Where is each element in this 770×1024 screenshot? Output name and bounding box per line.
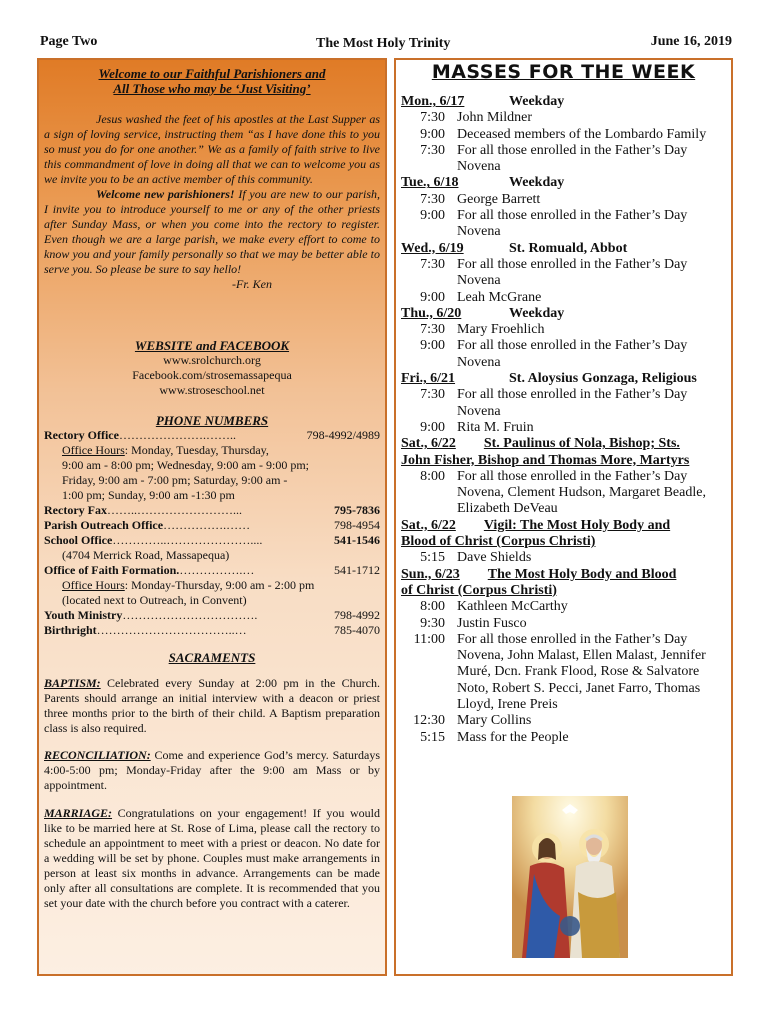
mass-entry [401,387,731,420]
mass-time: 7:30 [420,191,445,207]
reconciliation-paragraph [44,748,380,793]
welcome-new-text: If you are new to our parish, I invite you to introduce yourself to me or any of the other priests after Sunday Mass, or when you come into the rectory to register. Even though we are a large parish, we make every effort to come to know you and your family personally so that we may be better able to serve you. So please be sure to say hello! [44,187,381,276]
phone-birthright-number: 785-4070 [334,623,380,637]
mass-time: 8:00 [420,468,445,484]
phone-youth [44,608,380,623]
dots: …………….… [179,563,255,577]
mass-intention: Mary Collins [457,713,532,729]
day-heading-continued: John Fisher, Bishop and Thomas More, Martyrs [401,452,690,468]
welcome-title-line1: Welcome to our Faithful Parishioners and [98,66,326,81]
phone-outreach [44,518,380,533]
day-title: St. Romuald, Abbot [509,240,628,256]
mass-intention: Dave Shields [457,550,532,566]
mass-time: 9:00 [420,289,445,305]
mass-time: 12:30 [413,713,445,729]
dots: ………………….…….. [118,428,236,442]
mass-time: 8:00 [420,599,445,615]
school-address: (4704 Merrick Road, Massapequa) [62,548,230,562]
mass-intention: For all those enrolled in the Father’s Day Novena [457,338,688,370]
faith-hours-text: : Monday-Thursday, 9:00 am - 2:00 pm [124,578,315,592]
mass-time: 7:30 [420,110,445,126]
day-date: Fri., 6/21 [401,371,456,387]
phone-rectory [44,428,380,443]
day-heading [401,436,731,452]
mass-intention: For all those enrolled in the Father’s Day Novena [457,208,688,240]
baptism-label: BAPTISM: [44,676,101,690]
day-date: Tue., 6/18 [401,175,459,191]
marriage-text: Congratulations on your engagement! If you would like to be married here at St. Rose of Lima, please call the rectory to schedule an appointment to meet with a priest or deacon. No date for a wedding will be set by phone. Couples must make arrangements in person at least six months in advance. Arrangements can be made only after all consultations are complete. It is recommended that you set your date with the church before you contract with a caterer. [44,806,380,910]
mass-time: 11:00 [413,631,445,647]
phone-faith-label: Office of Faith Formation. [44,563,180,577]
marriage-paragraph [44,806,380,911]
day-heading [401,241,731,257]
baptism-text: Celebrated every Sunday at 2:00 pm in the Church. Parents should arrange an initial interview with a deacon or priest three months prior to the birth of their child. A Baptism preparation class is also required. [44,676,380,735]
day-title: Weekday [509,175,565,191]
mass-intention: For all those enrolled in the Father’s Day Novena [457,256,688,289]
mass-entry [401,616,731,632]
welcome-section [44,66,380,292]
sacraments-title: SACRAMENTS [168,650,256,665]
day-date: Wed., 6/19 [401,240,464,256]
day-date: Sun., 6/23 [401,566,460,582]
mass-time: 9:00 [420,208,445,224]
day-heading [401,306,731,322]
day-date: Thu., 6/20 [401,305,462,321]
mass-intention: Kathleen McCarthy [457,599,568,615]
mass-entry [401,420,731,436]
mass-intention: Deceased members of the Lombardo Family [457,126,707,142]
mass-time: 7:30 [420,387,445,403]
mass-entry [401,713,731,729]
mass-time: 9:00 [420,338,445,354]
mass-entry [401,338,731,371]
mass-entry [401,192,731,208]
phone-faith-number: 541-1712 [334,563,380,577]
day-title: St. Aloysius Gonzaga, Religious [509,371,697,387]
website-section [44,338,380,398]
office-hours-line: Friday, 9:00 am - 7:00 pm; Saturday, 9:00 am - [62,473,288,487]
mass-intention: For all those enrolled in the Father’s Day Novena [457,142,688,175]
header-date: June 16, 2019 [650,34,732,49]
office-hours-line: 1:00 pm; Sunday, 9:00 am -1:30 pm [62,488,235,502]
website-school-link[interactable]: www.stroseschool.net [159,383,265,397]
reconciliation-label: RECONCILIATION: [44,748,151,762]
phone-outreach-number: 798-4954 [334,518,380,532]
mass-time: 7:30 [420,142,445,158]
phone-fax-number: 795-7836 [334,503,380,517]
baptism-paragraph [44,676,380,736]
mass-time: 5:15 [420,550,445,566]
day-heading [401,175,731,191]
mass-time: 7:30 [420,322,445,338]
dots: …………….…… [163,518,251,532]
sacraments-section [44,650,380,911]
mass-time: 7:30 [420,256,445,272]
faith-hours-label: Office Hours [62,578,125,592]
day-heading [401,94,731,110]
mass-intention: For all those enrolled in the Father’s Day Novena, Clement Hudson, Margaret Beadle, Elizabeth DeVeau [457,468,706,517]
phone-outreach-label: Parish Outreach Office [44,518,164,532]
mass-entry [401,469,731,518]
mass-intention: Leah McGrane [457,289,542,305]
page-number: Page Two [40,34,98,49]
mass-entry [401,143,731,176]
dots: ……..……………………... [106,503,242,517]
phone-school-number: 541-1546 [334,533,380,547]
mass-entry [401,208,731,241]
day-heading [401,371,731,387]
day-title: Vigil: The Most Holy Body and [483,517,671,533]
phone-rectory-label: Rectory Office [44,428,119,442]
phone-fax-label: Rectory Fax [44,503,107,517]
day-date: Sat., 6/22 [401,517,456,533]
website-church-link[interactable]: www.srolchurch.org [163,353,261,367]
day-title: Weekday [509,305,565,321]
office-hours-label: Office Hours [62,443,125,457]
office-hours-line: 9:00 am - 8:00 pm; Wednesday, 9:00 am - 9:00 pm; [62,458,310,472]
phone-youth-number: 798-4992 [334,608,380,622]
mass-intention: Justin Fusco [457,615,527,631]
holy-trinity-painting [512,796,628,958]
mass-entry [401,110,731,126]
welcome-new-parishioners [44,187,380,277]
office-hours [44,443,380,503]
mass-intention: For all those enrolled in the Father’s Day Novena, John Malast, Ellen Malast, Jennifer Muré, Dcn. Frank Flood, Rose & Salvatore Noto, Robert S. Pecci, Janet Farro, Thomas Lloyd, Irene Preis [457,631,706,712]
mass-intention: For all those enrolled in the Father’s Day Novena [457,387,688,419]
phone-title: PHONE NUMBERS [155,413,269,428]
phone-rectory-number: 798-4992/4989 [306,428,380,442]
phone-faith-formation [44,563,380,578]
mass-time: 9:00 [420,126,445,142]
mass-time: 9:00 [420,419,445,435]
mass-entry [401,290,731,306]
header-title: The Most Holy Trinity [316,36,451,51]
website-title: WEBSITE and FACEBOOK [134,338,290,353]
signature: -Fr. Ken [232,277,272,291]
day-title: Weekday [509,94,565,109]
phone-school-label: School Office [44,533,113,547]
day-heading-continued: of Christ (Corpus Christi) [401,582,557,598]
welcome-paragraph: Jesus washed the feet of his apostles at the Last Supper as a sign of loving service, instructing them “as I have done this to you so must you do for one another.” We as a family of faith strive to live this commandment of love in doing all that we can to welcome you as we invite you to be an active member of this community. [44,112,380,186]
day-heading [401,518,731,534]
phone-school [44,533,380,548]
phone-birthright [44,623,380,638]
mass-entry [401,599,731,615]
day-heading-continued: Blood of Christ (Corpus Christi) [401,534,596,550]
mass-entry [401,322,731,338]
mass-entry [401,257,731,290]
mass-entry [401,127,731,143]
masses-title: MASSES FOR THE WEEK [431,61,696,83]
office-hours-line: : Monday, Tuesday, Thursday, [124,443,269,457]
day-title: St. Paulinus of Nola, Bishop; Sts. [483,436,680,452]
reconciliation-text: Come and experience God’s mercy. Saturdays 4:00-5:00 pm; Monday-Friday after the 9:00 am Mass or by appointment. [44,748,380,792]
welcome-new-bold: Welcome new parishioners! [96,187,235,201]
mass-entry [401,730,731,746]
mass-intention: George Barrett [457,191,541,207]
faith-location: (located next to Outreach, in Convent) [62,593,247,607]
facebook-link[interactable]: Facebook.com/strosemassapequa [132,368,292,382]
dots: …………..………………….... [112,533,263,547]
day-date: Mon., 6/17 [401,94,465,109]
masses-list [401,94,731,746]
welcome-title-line2: All Those who may be ‘Just Visiting’ [113,81,311,96]
dots: ……………………………. [122,608,258,622]
mass-intention: John Mildner [457,110,533,126]
mass-time: 9:30 [420,615,445,631]
page-header [40,34,732,54]
mass-entry [401,632,731,713]
day-heading [401,567,731,583]
faith-hours [44,578,380,593]
mass-intention: Rita M. Fruin [457,419,534,435]
mass-intention: Mass for the People [457,729,569,745]
day-title: The Most Holy Body and Blood [487,566,677,582]
phone-birthright-label: Birthright [44,623,97,637]
dots: ……………………………..… [96,623,247,637]
mass-time: 5:15 [420,729,445,745]
mass-intention: Mary Froehlich [457,322,545,338]
phone-youth-label: Youth Ministry [44,608,123,622]
day-date: Sat., 6/22 [401,436,456,452]
welcome-title [44,66,380,96]
phone-fax [44,503,380,518]
marriage-label: MARRIAGE: [44,806,113,820]
mass-entry [401,550,731,566]
phone-section [44,413,380,638]
